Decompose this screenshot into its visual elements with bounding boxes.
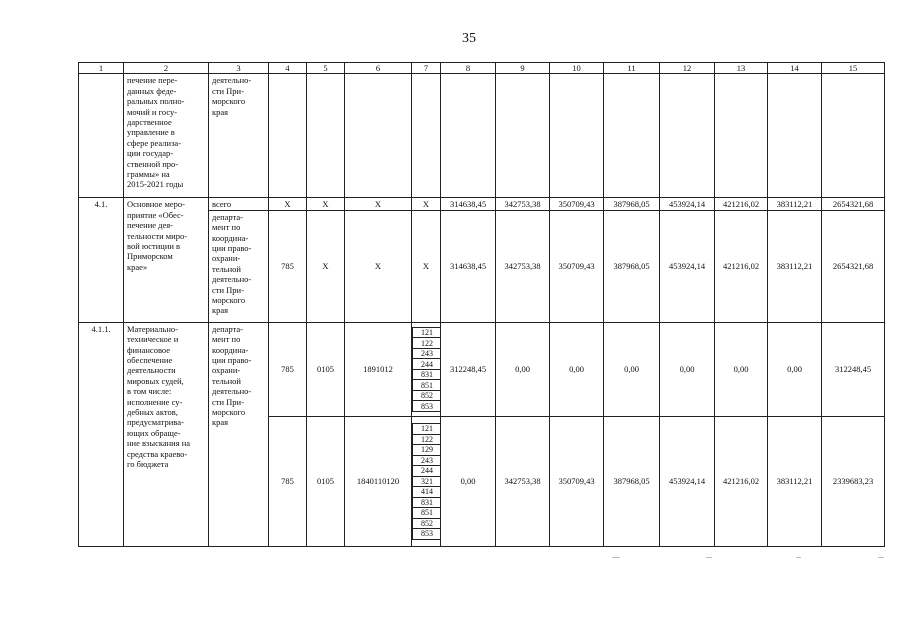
row-4-1-total-value: 387968,05	[604, 198, 660, 210]
row-4-1-1-sub1-kbr-cell	[412, 322, 441, 416]
continued-title-line: сфере реализа-	[127, 137, 182, 148]
empty-cell	[660, 74, 715, 198]
row-4-1-dept-value: 421216,02	[715, 210, 768, 322]
row-4-1-total-col7: X	[412, 198, 441, 210]
empty-cell	[496, 74, 550, 198]
continued-title-line: печение пере-	[127, 75, 178, 86]
kbr-code: 129	[413, 445, 441, 456]
header-cell-10: 10	[550, 63, 604, 74]
row-4-1-1-title-line: ющих обраще-	[127, 427, 181, 438]
row-4-1-total-col4: X	[269, 198, 307, 210]
row-4-1-1-title-line: деятельности	[127, 365, 176, 376]
kbr-code-list	[412, 423, 441, 540]
budget-table-sheet	[78, 62, 885, 547]
scan-artifact	[878, 557, 884, 558]
row-4-1-1-sub1-value: 0,00	[660, 322, 715, 416]
row-4-1-1-sub1-value: 0,00	[604, 322, 660, 416]
department-line: мент по	[212, 222, 241, 233]
row-4-1-1-title-line: Материально-	[127, 323, 178, 334]
continued-title-line: ственной про-	[127, 158, 179, 169]
row-4-1-title-line: тельности миро-	[127, 230, 188, 241]
row-4-1-title-line: приятие «Обес-	[127, 209, 184, 220]
empty-cell	[307, 74, 345, 198]
row-4-1-total-value: 383112,21	[768, 198, 822, 210]
department-line: деятельно-	[212, 386, 252, 397]
continued-title-line: ции государ-	[127, 148, 174, 159]
header-cell-7: 7	[412, 63, 441, 74]
row-4-1-1-title-line: финансовое	[127, 344, 171, 355]
row-4-1-title-line: вой юстиции в	[127, 241, 181, 252]
kbr-code: 243	[413, 455, 441, 466]
row-4-1-1-department-label	[209, 322, 269, 546]
row-4-1-1-sub2-value: 421216,02	[715, 416, 768, 546]
row-4-1-total-value: 342753,38	[496, 198, 550, 210]
department-line: ции право-	[212, 355, 252, 366]
row-4-1-1-sub1-value: 0,00	[768, 322, 822, 416]
row-4-1-number: 4.1.	[79, 198, 124, 322]
row-4-1-1-title-cell	[124, 322, 209, 546]
continued-title-line: дарственное	[127, 117, 172, 128]
row-4-1-total-value: 421216,02	[715, 198, 768, 210]
row-4-1-total-value: 350709,43	[550, 198, 604, 210]
row-4-1-1-sub1-value: 0,00	[550, 322, 604, 416]
row-4-1-dept-value: 453924,14	[660, 210, 715, 322]
header-cell-4: 4	[269, 63, 307, 74]
department-line: ции право-	[212, 243, 252, 254]
row-4-1-dept-col5: X	[307, 210, 345, 322]
row-4-1-1-sub1-value: 0,00	[715, 322, 768, 416]
row-4-1-department-label	[209, 210, 269, 322]
kbr-code: 851	[413, 380, 441, 391]
empty-cell	[441, 74, 496, 198]
kbr-code: 853	[413, 401, 441, 412]
row-4-1-1-number: 4.1.1.	[79, 322, 124, 546]
row-4-1-total-sum: 2654321,68	[822, 198, 885, 210]
row-4-1-total-col5: X	[307, 198, 345, 210]
kbr-code: 852	[413, 518, 441, 529]
row-4-1-title-line: Приморском	[127, 251, 173, 262]
kbr-code: 853	[413, 529, 441, 540]
row-4-1-total-col6: X	[345, 198, 412, 210]
row-4-1-dept-col7: X	[412, 210, 441, 322]
row-4-1-1-sub2-value: 0,00	[441, 416, 496, 546]
row-4-1-1-sub1-col5: 0105	[307, 322, 345, 416]
row-4-1-title-cell	[124, 198, 209, 322]
continued-executor-line: морского	[212, 96, 246, 107]
row-4-1-1-sub1-sum: 312248,45	[822, 322, 885, 416]
continued-title-line: мочий и госу-	[127, 106, 178, 117]
row-4-1-1-title-line: ние взыскания на	[127, 438, 191, 449]
continued-title-line: управление в	[127, 127, 175, 138]
row-4-1-1-sub2-value: 453924,14	[660, 416, 715, 546]
row-4-1-title-line: печение дея-	[127, 220, 173, 231]
continued-executor-line: края	[212, 106, 229, 117]
scan-artifact	[706, 557, 712, 558]
empty-cell	[822, 74, 885, 198]
continued-title-cell	[124, 74, 209, 198]
row-4-1-dept-value: 383112,21	[768, 210, 822, 322]
row-4-1-total	[79, 198, 885, 210]
department-line: края	[212, 417, 229, 428]
kbr-code: 121	[413, 424, 441, 435]
row-4-1-dept-value: 387968,05	[604, 210, 660, 322]
header-row	[79, 63, 885, 74]
scan-artifact	[796, 557, 801, 558]
kbr-code: 831	[413, 497, 441, 508]
header-cell-11: 11	[604, 63, 660, 74]
row-4-1-1-title-line: исполнение су-	[127, 396, 183, 407]
empty-cell	[715, 74, 768, 198]
header-cell-5: 5	[307, 63, 345, 74]
header-cell-2: 2	[124, 63, 209, 74]
header-cell-14: 14	[768, 63, 822, 74]
kbr-code: 852	[413, 390, 441, 401]
header-cell-9: 9	[496, 63, 550, 74]
kbr-code: 851	[413, 508, 441, 519]
row-4-1-1-title-line: го бюджета	[127, 459, 169, 470]
kbr-code-list	[412, 327, 441, 412]
budget-table	[78, 62, 885, 547]
row-4-1-title-line: крае»	[127, 261, 148, 272]
row-4-1-dept-col4: 785	[269, 210, 307, 322]
continued-executor-line: сти При-	[212, 85, 244, 96]
row-4-1-1-sub2-value: 342753,38	[496, 416, 550, 546]
kbr-code: 122	[413, 338, 441, 349]
kbr-code: 243	[413, 348, 441, 359]
row-4-1-total-label: всего	[209, 198, 269, 210]
empty-cell	[550, 74, 604, 198]
department-line: департа-	[212, 211, 243, 222]
page-number: 35	[462, 31, 476, 46]
department-line: тельной	[212, 375, 241, 386]
empty-cell	[345, 74, 412, 198]
continued-title-line: ральных полно-	[127, 96, 185, 107]
row-4-1-1-title-line: в том числе:	[127, 386, 172, 397]
row-4-1-1-sub2-col4: 785	[269, 416, 307, 546]
continued-title-line: данных феде-	[127, 85, 177, 96]
continued-executor-cell	[209, 74, 269, 198]
continued-row	[79, 74, 885, 198]
department-line: координа-	[212, 232, 249, 243]
department-line: охрани-	[212, 365, 241, 376]
row-4-1-1-title-line: обеспечение	[127, 355, 173, 366]
continued-title-line: 2015-2021 годы	[127, 179, 184, 190]
row-4-1-1-sub-1	[79, 322, 885, 416]
department-line: морского	[212, 407, 246, 418]
row-4-1-dept-value: 350709,43	[550, 210, 604, 322]
department-line: департа-	[212, 323, 243, 334]
empty-cell	[604, 74, 660, 198]
department-line: морского	[212, 295, 246, 306]
department-line: координа-	[212, 344, 249, 355]
row-4-1-1-sub2-kbr-cell	[412, 416, 441, 546]
department-line: сти При-	[212, 284, 244, 295]
row-4-1-total-value: 453924,14	[660, 198, 715, 210]
row-4-1-1-sub1-col6: 1891012	[345, 322, 412, 416]
row-4-1-1-title-line: средства краево-	[127, 448, 188, 459]
header-cell-3: 3	[209, 63, 269, 74]
header-cell-13: 13	[715, 63, 768, 74]
kbr-code: 831	[413, 369, 441, 380]
header-cell-6: 6	[345, 63, 412, 74]
row-4-1-1-sub2-col5: 0105	[307, 416, 345, 546]
continued-num-cell	[79, 74, 124, 198]
header-cell-8: 8	[441, 63, 496, 74]
continued-title-line: граммы» на	[127, 169, 170, 180]
row-4-1-1-sub2-value: 383112,21	[768, 416, 822, 546]
continued-executor-line: деятельно-	[212, 75, 252, 86]
row-4-1-1-sub1-col4: 785	[269, 322, 307, 416]
department-line: деятельно-	[212, 274, 252, 285]
row-4-1-1-sub2-col6: 1840110120	[345, 416, 412, 546]
row-4-1-title-line: Основное меро-	[127, 199, 186, 210]
scan-artifact	[612, 557, 620, 558]
row-4-1-1-title-line: предусматрива-	[127, 417, 184, 428]
kbr-code: 244	[413, 359, 441, 370]
row-4-1-dept-value: 314638,45	[441, 210, 496, 322]
row-4-1-1-title-line: дебных актов,	[127, 407, 178, 418]
row-4-1-1-title-line: мировых судей,	[127, 375, 184, 386]
department-line: сти При-	[212, 396, 244, 407]
header-cell-1: 1	[79, 63, 124, 74]
kbr-code: 122	[413, 434, 441, 445]
empty-cell	[269, 74, 307, 198]
kbr-code: 121	[413, 327, 441, 338]
row-4-1-dept-value: 342753,38	[496, 210, 550, 322]
header-cell-15: 15	[822, 63, 885, 74]
department-line: мент по	[212, 334, 241, 345]
empty-cell	[412, 74, 441, 198]
row-4-1-1-title-line: техническое и	[127, 334, 179, 345]
kbr-code: 321	[413, 476, 441, 487]
kbr-code: 414	[413, 487, 441, 498]
empty-cell	[768, 74, 822, 198]
row-4-1-1-sub2-value: 350709,43	[550, 416, 604, 546]
row-4-1-1-sub2-sum: 2339683,23	[822, 416, 885, 546]
department-line: края	[212, 305, 229, 316]
row-4-1-1-sub1-value: 312248,45	[441, 322, 496, 416]
department-line: тельной	[212, 263, 241, 274]
kbr-code: 244	[413, 466, 441, 477]
row-4-1-1-sub2-value: 387968,05	[604, 416, 660, 546]
row-4-1-total-value: 314638,45	[441, 198, 496, 210]
header-cell-12: 12	[660, 63, 715, 74]
row-4-1-dept-col6: X	[345, 210, 412, 322]
row-4-1-1-sub1-value: 0,00	[496, 322, 550, 416]
row-4-1-dept-sum: 2654321,68	[822, 210, 885, 322]
department-line: охрани-	[212, 253, 241, 264]
